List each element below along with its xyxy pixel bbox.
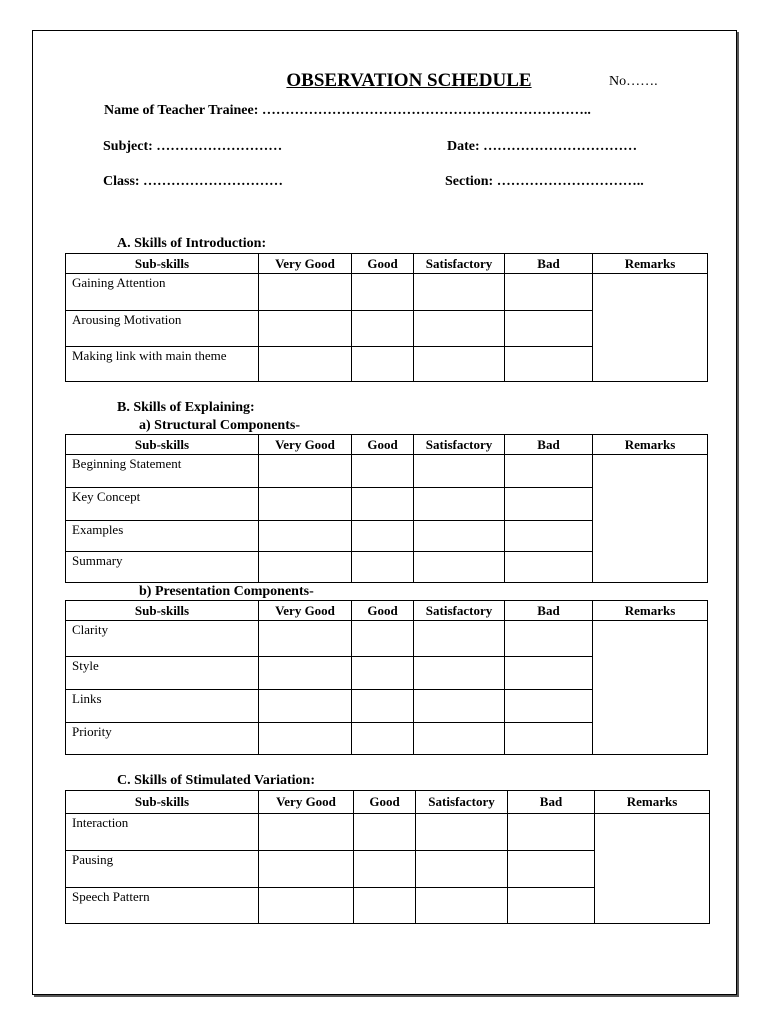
sub-skill-label: Style xyxy=(66,657,259,690)
class-field: Class: ………………………… xyxy=(103,174,284,189)
col-good: Good xyxy=(352,601,414,621)
col-good: Good xyxy=(352,435,414,455)
sub-skill-label: Clarity xyxy=(66,621,259,657)
col-very-good: Very Good xyxy=(259,254,352,274)
introduction-table xyxy=(65,253,708,382)
rating-cell xyxy=(414,488,505,521)
rating-cell xyxy=(352,552,414,583)
rating-cell xyxy=(508,851,595,888)
col-satisfactory: Satisfactory xyxy=(416,791,508,814)
presentation-table xyxy=(65,600,708,755)
table-header-row xyxy=(66,254,708,274)
rating-cell xyxy=(414,455,505,488)
col-sub-skills: Sub-skills xyxy=(66,254,259,274)
rating-cell xyxy=(259,888,354,924)
form-number: No……. xyxy=(609,74,658,89)
subject-field: Subject: ……………………… xyxy=(103,139,283,154)
rating-cell xyxy=(505,723,593,755)
rating-cell xyxy=(259,347,352,382)
col-remarks: Remarks xyxy=(593,254,708,274)
rating-cell xyxy=(505,521,593,552)
rating-cell xyxy=(414,347,505,382)
col-remarks: Remarks xyxy=(595,791,710,814)
rating-cell xyxy=(414,521,505,552)
col-very-good: Very Good xyxy=(259,601,352,621)
rating-cell xyxy=(259,552,352,583)
table-row xyxy=(66,274,708,311)
rating-cell xyxy=(505,274,593,311)
table-row xyxy=(66,455,708,488)
rating-cell xyxy=(414,274,505,311)
col-satisfactory: Satisfactory xyxy=(414,601,505,621)
structural-table xyxy=(65,434,708,583)
remarks-cell xyxy=(595,814,710,924)
sub-skill-label: Arousing Motivation xyxy=(66,311,259,347)
date-field: Date: …………………………… xyxy=(447,139,638,154)
rating-cell xyxy=(259,274,352,311)
col-very-good: Very Good xyxy=(259,435,352,455)
table-row xyxy=(66,814,710,851)
table-row xyxy=(66,621,708,657)
sub-skill-label: Interaction xyxy=(66,814,259,851)
col-bad: Bad xyxy=(505,435,593,455)
form-title: OBSERVATION SCHEDULE xyxy=(286,70,532,91)
col-satisfactory: Satisfactory xyxy=(414,435,505,455)
rating-cell xyxy=(259,690,352,723)
rating-cell xyxy=(505,690,593,723)
rating-cell xyxy=(352,657,414,690)
rating-cell xyxy=(259,621,352,657)
rating-cell xyxy=(352,488,414,521)
rating-cell xyxy=(505,657,593,690)
sub-skill-label: Priority xyxy=(66,723,259,755)
remarks-cell xyxy=(593,455,708,583)
rating-cell xyxy=(414,621,505,657)
rating-cell xyxy=(354,851,416,888)
table-header-row xyxy=(66,601,708,621)
section-field: Section: ………………………….. xyxy=(445,174,644,189)
rating-cell xyxy=(354,888,416,924)
rating-cell xyxy=(354,814,416,851)
rating-cell xyxy=(352,621,414,657)
table-header-row xyxy=(66,791,710,814)
rating-cell xyxy=(259,723,352,755)
rating-cell xyxy=(259,521,352,552)
rating-cell xyxy=(416,888,508,924)
rating-cell xyxy=(505,621,593,657)
col-very-good: Very Good xyxy=(259,791,354,814)
rating-cell xyxy=(414,311,505,347)
col-sub-skills: Sub-skills xyxy=(66,435,259,455)
presentation-heading: b) Presentation Components- xyxy=(139,584,314,599)
variation-table xyxy=(65,790,710,924)
sub-skill-label: Making link with main theme xyxy=(66,347,259,382)
sub-skill-label: Beginning Statement xyxy=(66,455,259,488)
table-header-row xyxy=(66,435,708,455)
col-bad: Bad xyxy=(505,601,593,621)
rating-cell xyxy=(352,521,414,552)
rating-cell xyxy=(505,552,593,583)
section-b-heading: B. Skills of Explaining: xyxy=(117,400,255,415)
col-good: Good xyxy=(354,791,416,814)
sub-skill-label: Key Concept xyxy=(66,488,259,521)
section-a-heading: A. Skills of Introduction: xyxy=(117,236,267,251)
rating-cell xyxy=(352,347,414,382)
rating-cell xyxy=(505,455,593,488)
rating-cell xyxy=(352,690,414,723)
rating-cell xyxy=(259,488,352,521)
trainee-name-field: Name of Teacher Trainee: …………………………………………………………….. xyxy=(104,103,591,118)
rating-cell xyxy=(508,814,595,851)
rating-cell xyxy=(352,311,414,347)
sub-skill-label: Examples xyxy=(66,521,259,552)
col-remarks: Remarks xyxy=(593,435,708,455)
rating-cell xyxy=(508,888,595,924)
col-sub-skills: Sub-skills xyxy=(66,791,259,814)
col-remarks: Remarks xyxy=(593,601,708,621)
sub-skill-label: Summary xyxy=(66,552,259,583)
remarks-cell xyxy=(593,621,708,755)
rating-cell xyxy=(259,851,354,888)
col-bad: Bad xyxy=(508,791,595,814)
rating-cell xyxy=(414,552,505,583)
rating-cell xyxy=(352,723,414,755)
sub-skill-label: Pausing xyxy=(66,851,259,888)
remarks-cell xyxy=(593,274,708,382)
rating-cell xyxy=(416,851,508,888)
rating-cell xyxy=(352,274,414,311)
rating-cell xyxy=(414,690,505,723)
rating-cell xyxy=(414,657,505,690)
section-c-heading: C. Skills of Stimulated Variation: xyxy=(117,773,315,788)
rating-cell xyxy=(505,311,593,347)
rating-cell xyxy=(352,455,414,488)
rating-cell xyxy=(259,455,352,488)
col-satisfactory: Satisfactory xyxy=(414,254,505,274)
col-good: Good xyxy=(352,254,414,274)
rating-cell xyxy=(259,814,354,851)
rating-cell xyxy=(259,311,352,347)
rating-cell xyxy=(505,488,593,521)
rating-cell xyxy=(259,657,352,690)
rating-cell xyxy=(416,814,508,851)
col-bad: Bad xyxy=(505,254,593,274)
sub-skill-label: Gaining Attention xyxy=(66,274,259,311)
sub-skill-label: Links xyxy=(66,690,259,723)
col-sub-skills: Sub-skills xyxy=(66,601,259,621)
rating-cell xyxy=(414,723,505,755)
structural-heading: a) Structural Components- xyxy=(139,418,300,433)
sub-skill-label: Speech Pattern xyxy=(66,888,259,924)
rating-cell xyxy=(505,347,593,382)
